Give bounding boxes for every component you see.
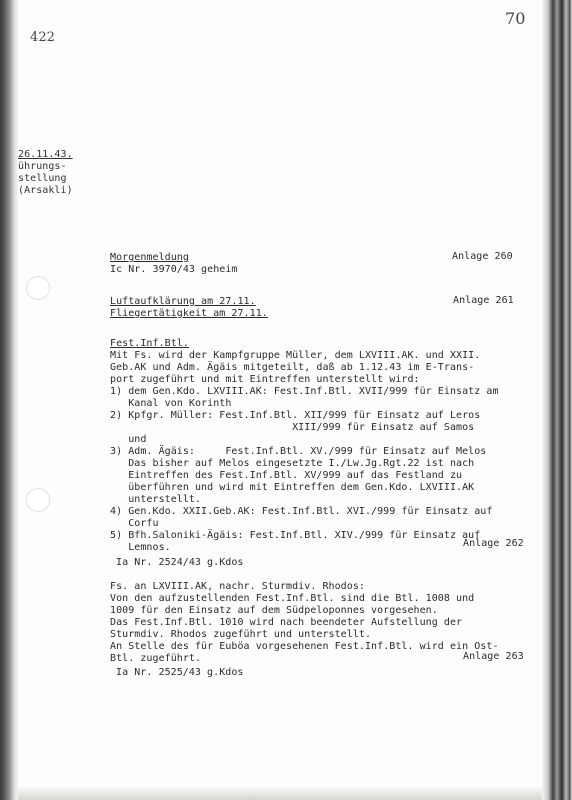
punch-hole-bottom: [26, 488, 50, 512]
body-line: Mit Fs. wird der Kampfgruppe Müller, dem LXVIII.AK. und XXII.: [110, 350, 481, 361]
body-line: 3) Adm. Ägäis: Fest.Inf.Btl. XV./999 für Einsatz auf Melos: [110, 446, 487, 457]
body-line: 2) Kpfgr. Müller: Fest.Inf.Btl. XII/999 für Einsatz auf Leros: [110, 410, 481, 421]
body-line: An Stelle des für Euböa vorgesehenen Fest.Inf.Btl. wird ein Ost-: [110, 641, 499, 652]
punch-hole-top: [26, 276, 50, 300]
page-binding-edge-left: [0, 0, 18, 800]
body-line: Corfu: [110, 518, 159, 529]
body-line: Lemnos.: [110, 542, 171, 553]
body-line: 5) Bfh.Saloniki-Ägäis: Fest.Inf.Btl. XIV./999 für Einsatz auf: [110, 530, 481, 541]
page-number-left: 422: [30, 30, 55, 45]
body-line: Kanal von Korinth: [110, 398, 232, 409]
body-line: unterstellt.: [110, 494, 202, 505]
body-line: 1009 für den Einsatz auf dem Südpeloponnes vorgesehen.: [110, 605, 438, 616]
reference-number: Ia Nr. 2524/43 g.Kdos: [116, 557, 244, 568]
morning-report-title: Morgenmeldung: [110, 252, 189, 263]
page-stack-edge-right: [542, 0, 572, 800]
annex-label: Anlage 260: [452, 251, 513, 262]
body-line: Fs. an LXVIII.AK, nachr. Sturmdiv. Rhodos:: [110, 581, 365, 592]
page-bottom-shadow: [18, 786, 542, 800]
body-line: Geb.AK und Adm. Ägäis mitgeteilt, daß ab 1.12.43 im E-Trans-: [110, 362, 475, 373]
flight-activity-line: Fliegertätigkeit am 27.11.: [110, 308, 268, 319]
margin-note-line: stellung: [18, 173, 67, 184]
annex-label: Anlage 262: [463, 538, 524, 549]
body-line: Eintreffen des Fest.Inf.Btl. XV/999 auf das Festland zu: [110, 470, 463, 481]
annex-label: Anlage 261: [453, 295, 514, 306]
body-line: 4) Gen.Kdo. XXII.Geb.AK: Fest.Inf.Btl. XVI./999 für Einsatz auf: [110, 506, 493, 517]
annex-label: Anlage 263: [463, 651, 524, 662]
morning-report-reference: Ic Nr. 3970/43 geheim: [110, 264, 238, 275]
body-line: Das bisher auf Melos eingesetzte I./Lw.Jg.Rgt.22 ist nach: [110, 458, 475, 469]
body-line: Btl. zugeführt.: [110, 653, 202, 664]
body-line: und: [110, 434, 147, 445]
body-line: überführen und wird mit Eintreffen dem Gen.Kdo. LXVIII.AK: [110, 482, 475, 493]
section-heading: Fest.Inf.Btl.: [110, 338, 189, 349]
reference-number: Ia Nr. 2525/43 g.Kdos: [116, 667, 244, 678]
page-number-right: 70: [505, 9, 526, 28]
margin-note-date: 26.11.43.: [18, 149, 73, 160]
body-line: Das Fest.Inf.Btl. 1010 wird nach beendeter Aufstellung der: [110, 617, 463, 628]
margin-note-line: ührungs-: [18, 161, 67, 172]
air-reconnaissance-line: Luftaufklärung am 27.11.: [110, 296, 256, 307]
margin-note-line: (Arsakli): [18, 185, 73, 196]
body-line: 1) dem Gen.Kdo. LXVIII.AK: Fest.Inf.Btl. XVII/999 für Einsatz am: [110, 386, 499, 397]
body-line: Sturmdiv. Rhodos zugeführt und unterstellt.: [110, 629, 372, 640]
body-line: port zugeführt und mit Eintreffen unterstellt wird:: [110, 374, 420, 385]
body-line: Von den aufzustellenden Fest.Inf.Btl. sind die Btl. 1008 und: [110, 593, 475, 604]
body-line: XIII/999 für Einsatz auf Samos: [110, 422, 475, 433]
